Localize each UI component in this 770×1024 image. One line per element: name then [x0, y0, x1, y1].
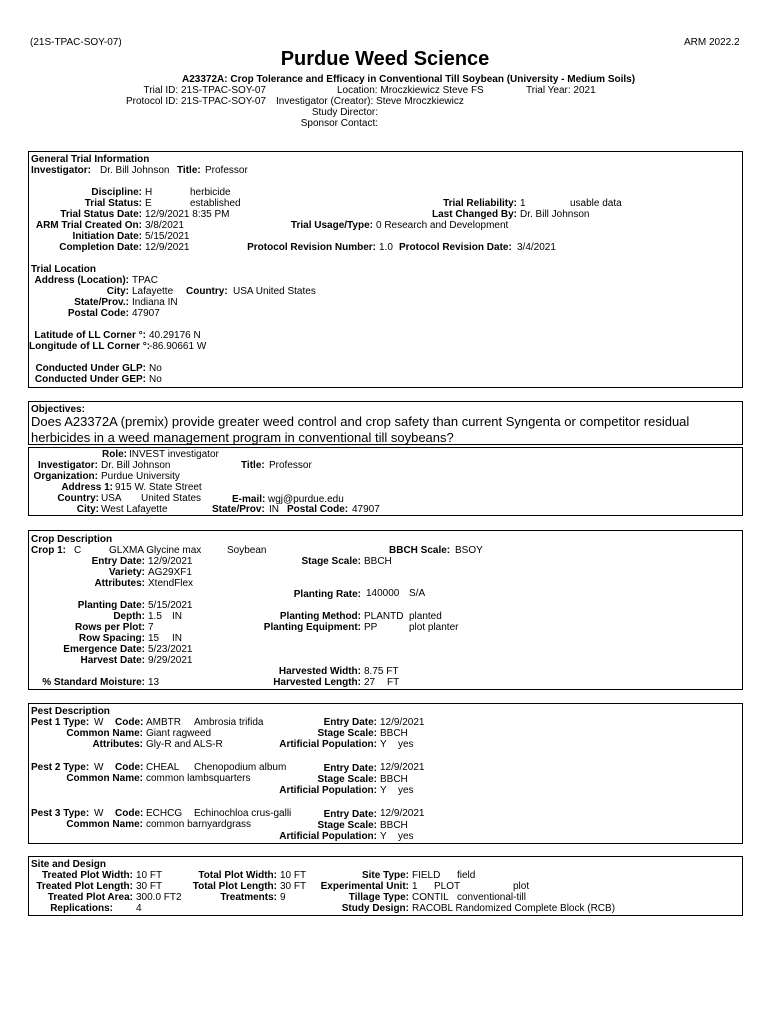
trial-subtitle: A23372A: Crop Tolerance and Efficacy in Conventional Till Soybean (University - Medium Soils) — [182, 74, 636, 85]
label: Common Name: — [66, 773, 143, 784]
label: Study Design: — [341, 903, 409, 914]
label: Entry Date: — [323, 763, 377, 774]
crop-section — [28, 530, 743, 690]
artificial-population-desc: yes — [398, 831, 414, 842]
trial-usage: 0 Research and Development — [376, 220, 509, 231]
label: Stage Scale: — [317, 820, 377, 831]
address-value: 915 W. State Street — [115, 482, 202, 493]
label: Emergence Date: — [63, 644, 145, 655]
label: Completion Date: — [59, 242, 142, 253]
attributes-value: XtendFlex — [148, 578, 194, 589]
label: Planting Rate: — [293, 589, 361, 600]
pest-type: W — [94, 717, 104, 728]
label: Title: — [241, 460, 265, 471]
site-design-section — [28, 856, 743, 916]
label: Trial Usage/Type: — [290, 220, 373, 231]
label: Common Name: — [66, 728, 143, 739]
postal-value: 47907 — [132, 308, 160, 319]
label: Pest 1 Type: — [31, 717, 90, 728]
site-type: FIELD — [412, 870, 441, 881]
initiation-date: 5/15/2021 — [145, 231, 190, 242]
address-value: TPAC — [132, 275, 158, 286]
gep-value: No — [149, 374, 162, 385]
label: Harvested Width: — [278, 666, 361, 677]
study-director: Study Director: — [311, 107, 378, 118]
organization-value: Purdue University — [101, 471, 180, 482]
pest-type: W — [94, 762, 104, 773]
label: City: — [76, 504, 99, 515]
label: Planting Date: — [77, 600, 145, 611]
site-type-desc: field — [457, 870, 476, 881]
state-value: Indiana IN — [132, 297, 178, 308]
replications-value: 4 — [136, 903, 142, 914]
depth-unit: IN — [172, 611, 182, 622]
country-value: USA United States — [233, 286, 316, 297]
investigator-value: Dr. Bill Johnson — [101, 460, 171, 471]
label: Trial Status Date: — [60, 209, 142, 220]
discipline-code: H — [145, 187, 153, 198]
section-title: General Trial Information — [31, 154, 150, 165]
latitude-value: 40.29176 N — [149, 330, 201, 341]
treated-plot-length: 30 FT — [136, 881, 163, 892]
contact-section — [28, 447, 743, 516]
title-value: Professor — [205, 165, 248, 176]
investigator-creator: Investigator (Creator): Steve Mroczkiewicz — [276, 96, 464, 107]
stage-scale: BBCH — [380, 728, 408, 739]
pest-latin: Chenopodium album — [194, 762, 287, 773]
label: Address 1: — [61, 482, 113, 493]
label: Country: — [57, 493, 99, 504]
protocol-id: Protocol ID: 21S-TPAC-SOY-07 — [125, 96, 266, 107]
objectives-section — [28, 401, 743, 445]
status-date: 12/9/2021 8:35 PM — [145, 209, 230, 220]
label: Artificial Population: — [279, 785, 377, 796]
section-title: Crop Description — [31, 534, 113, 545]
treated-plot-area: 300.0 FT2 — [136, 892, 182, 903]
label: Trial Status: — [84, 198, 142, 209]
planting-date: 5/15/2021 — [148, 600, 193, 611]
created-date: 3/8/2021 — [145, 220, 184, 231]
pest-code: ECHCG — [146, 808, 183, 819]
label: Address (Location): — [34, 275, 129, 286]
crop-name: Soybean — [227, 545, 267, 556]
label: % Standard Moisture: — [42, 677, 145, 688]
planting-equipment: PP — [364, 622, 378, 633]
experimental-unit-code: PLOT — [434, 881, 461, 892]
label: Treated Plot Area: — [47, 892, 133, 903]
label: Code: — [115, 762, 144, 773]
label: BBCH Scale: — [389, 545, 451, 556]
country-value: United States — [141, 493, 202, 504]
label: Harvest Date: — [80, 655, 145, 666]
label: Protocol Revision Date: — [399, 242, 512, 253]
reliability-desc: usable data — [570, 198, 622, 209]
treatments-value: 9 — [280, 892, 286, 903]
last-changed-by: Dr. Bill Johnson — [520, 209, 590, 220]
objectives-label: Objectives: — [31, 404, 85, 415]
postal-value: 47907 — [352, 504, 380, 515]
label: Code: — [115, 808, 144, 819]
label: Attributes: — [92, 739, 143, 750]
pest-common-name: Giant ragweed — [146, 728, 212, 739]
variety-value: AG29XF1 — [148, 567, 192, 578]
label: Total Plot Length: — [192, 881, 277, 892]
entry-date: 12/9/2021 — [380, 808, 425, 819]
label: Stage Scale: — [301, 556, 361, 567]
investigator-value: Dr. Bill Johnson — [100, 165, 170, 176]
protocol-revision-number: 1.0 — [379, 242, 393, 253]
stage-scale: BBCH — [380, 774, 408, 785]
label: Organization: — [33, 471, 98, 482]
label: Protocol Revision Number: — [247, 242, 376, 253]
label: Attributes: — [94, 578, 145, 589]
label: Code: — [115, 717, 144, 728]
entry-date: 12/9/2021 — [148, 556, 193, 567]
city-value: Lafayette — [132, 286, 174, 297]
label: Rows per Plot: — [74, 622, 145, 633]
label: Postal Code: — [287, 504, 349, 515]
label: Site Type: — [361, 870, 409, 881]
label: Treatments: — [220, 892, 277, 903]
row-spacing-unit: IN — [172, 633, 182, 644]
pest-common-name: common lambsquarters — [146, 773, 251, 784]
pest-section — [28, 703, 743, 844]
report-code: (21S-TPAC-SOY-07) — [30, 37, 122, 48]
pest-latin: Echinochloa crus-galli — [194, 808, 292, 819]
label: Common Name: — [66, 819, 143, 830]
trial-year: Trial Year: 2021 — [526, 85, 596, 96]
crop-type: C — [74, 545, 82, 556]
subsection-title: Trial Location — [31, 264, 97, 275]
discipline-desc: herbicide — [190, 187, 231, 198]
treated-plot-width: 10 FT — [136, 870, 163, 881]
label: Last Changed By: — [431, 209, 517, 220]
label: City: — [106, 286, 129, 297]
label: ARM Trial Created On: — [35, 220, 142, 231]
city-value: West Lafayette — [101, 504, 168, 515]
objectives-text: Does A23372A (premix) provide greater weed control and crop safety than current Syngenta or competitor residual herbicides in a weed management program in conventional till soybeans? — [31, 414, 690, 445]
crop-code: GLXMA Glycine max — [109, 545, 202, 556]
label: Artificial Population: — [279, 831, 377, 842]
label: Entry Date: — [323, 809, 377, 820]
label: Harvested Length: — [273, 677, 361, 688]
harvested-width: 8.75 FT — [364, 666, 399, 677]
planting-equipment-desc: plot planter — [409, 622, 459, 633]
label: Experimental Unit: — [320, 881, 409, 892]
label: Treated Plot Length: — [36, 881, 133, 892]
entry-date: 12/9/2021 — [380, 717, 425, 728]
trial-id: Trial ID: 21S-TPAC-SOY-07 — [143, 85, 266, 96]
harvested-length: 27 — [364, 677, 376, 688]
pest-type: W — [94, 808, 104, 819]
artificial-population-desc: yes — [398, 739, 414, 750]
experimental-unit: 1 — [412, 881, 418, 892]
artificial-population: Y — [380, 785, 387, 796]
harvested-length-unit: FT — [387, 677, 400, 688]
label: Entry Date: — [91, 556, 145, 567]
label: Conducted Under GEP: — [34, 374, 146, 385]
status-desc: established — [190, 198, 241, 209]
pest-code: AMBTR — [146, 717, 181, 728]
experimental-unit-desc: plot — [513, 881, 530, 892]
label: Country: — [186, 286, 228, 297]
row-spacing: 15 — [148, 633, 160, 644]
bbch-value: BSOY — [455, 545, 483, 556]
label: Conducted Under GLP: — [35, 363, 146, 374]
completion-date: 12/9/2021 — [145, 242, 190, 253]
label: Investigator: — [37, 460, 98, 471]
label: Row Spacing: — [78, 633, 145, 644]
location: Location: Mroczkiewicz Steve FS — [337, 85, 484, 96]
tillage-type-desc: conventional-till — [457, 892, 526, 903]
label: Longitude of LL Corner °: — [29, 341, 151, 352]
label: E-mail: — [232, 494, 266, 505]
pest-latin: Ambrosia trifida — [194, 717, 264, 728]
label: Crop 1: — [31, 545, 66, 556]
state-value: IN — [269, 504, 279, 515]
planting-method-desc: planted — [409, 611, 442, 622]
label: Pest 3 Type: — [31, 808, 90, 819]
pest-attributes: Gly-R and ALS-R — [146, 739, 223, 750]
planting-method: PLANTD — [364, 611, 404, 622]
email-value: wgj@purdue.edu — [268, 494, 344, 505]
sponsor-contact: Sponsor Contact: — [300, 118, 378, 129]
label: Stage Scale: — [317, 728, 377, 739]
label: Variety: — [108, 567, 145, 578]
section-title: Site and Design — [31, 859, 107, 870]
pest-common-name: common barnyardgrass — [146, 819, 252, 830]
label: Planting Equipment: — [263, 622, 361, 633]
title-value: Professor — [269, 460, 312, 471]
longitude-value: -86.90661 W — [149, 341, 207, 352]
entry-date: 12/9/2021 — [380, 762, 425, 773]
label: Initiation Date: — [72, 231, 142, 242]
tillage-type: CONTIL — [412, 892, 449, 903]
label: State/Prov.: — [74, 297, 129, 308]
section-title: Pest Description — [31, 706, 110, 717]
country-code: USA — [101, 493, 122, 504]
total-plot-length: 30 FT — [280, 881, 307, 892]
label: Artificial Population: — [279, 739, 377, 750]
label: Planting Method: — [279, 611, 361, 622]
label: Treated Plot Width: — [41, 870, 133, 881]
emergence-date: 5/23/2021 — [148, 644, 193, 655]
artificial-population-desc: yes — [398, 785, 414, 796]
label: Discipline: — [91, 187, 142, 198]
total-plot-width: 10 FT — [280, 870, 307, 881]
label: Role: — [102, 449, 127, 460]
stage-scale: BBCH — [364, 556, 392, 567]
label: Investigator: — [31, 165, 92, 176]
arm-version: ARM 2022.2 — [684, 37, 740, 48]
general-info-section — [28, 151, 743, 388]
artificial-population: Y — [380, 739, 387, 750]
harvest-date: 9/29/2021 — [148, 655, 193, 666]
label: Latitude of LL Corner °: — [34, 330, 146, 341]
pest-code: CHEAL — [146, 762, 180, 773]
label: State/Prov: — [212, 504, 265, 515]
artificial-population: Y — [380, 831, 387, 842]
label: Trial Reliability: — [443, 198, 517, 209]
study-design: RACOBL Randomized Complete Block (RCB) — [412, 903, 616, 914]
moisture-value: 13 — [148, 677, 160, 688]
glp-value: No — [149, 363, 162, 374]
label: Tillage Type: — [348, 892, 409, 903]
label: Depth: — [113, 611, 145, 622]
protocol-revision-date: 3/4/2021 — [517, 242, 556, 253]
planting-rate: 140000 — [366, 588, 400, 599]
label: Stage Scale: — [317, 774, 377, 785]
depth-value: 1.5 — [148, 611, 162, 622]
role-value: INVEST investigator — [129, 449, 219, 460]
reliability-value: 1 — [520, 198, 526, 209]
planting-rate-unit: S/A — [409, 588, 426, 599]
stage-scale: BBCH — [380, 820, 408, 831]
label: Postal Code: — [67, 308, 129, 319]
status-code: E — [145, 198, 152, 209]
rows-value: 7 — [148, 622, 154, 633]
page-title: Purdue Weed Science — [280, 48, 490, 70]
label: Entry Date: — [323, 717, 377, 728]
label: Pest 2 Type: — [31, 762, 90, 773]
label: Title: — [177, 165, 201, 176]
label: Total Plot Width: — [198, 870, 277, 881]
label: Replications: — [50, 903, 113, 914]
